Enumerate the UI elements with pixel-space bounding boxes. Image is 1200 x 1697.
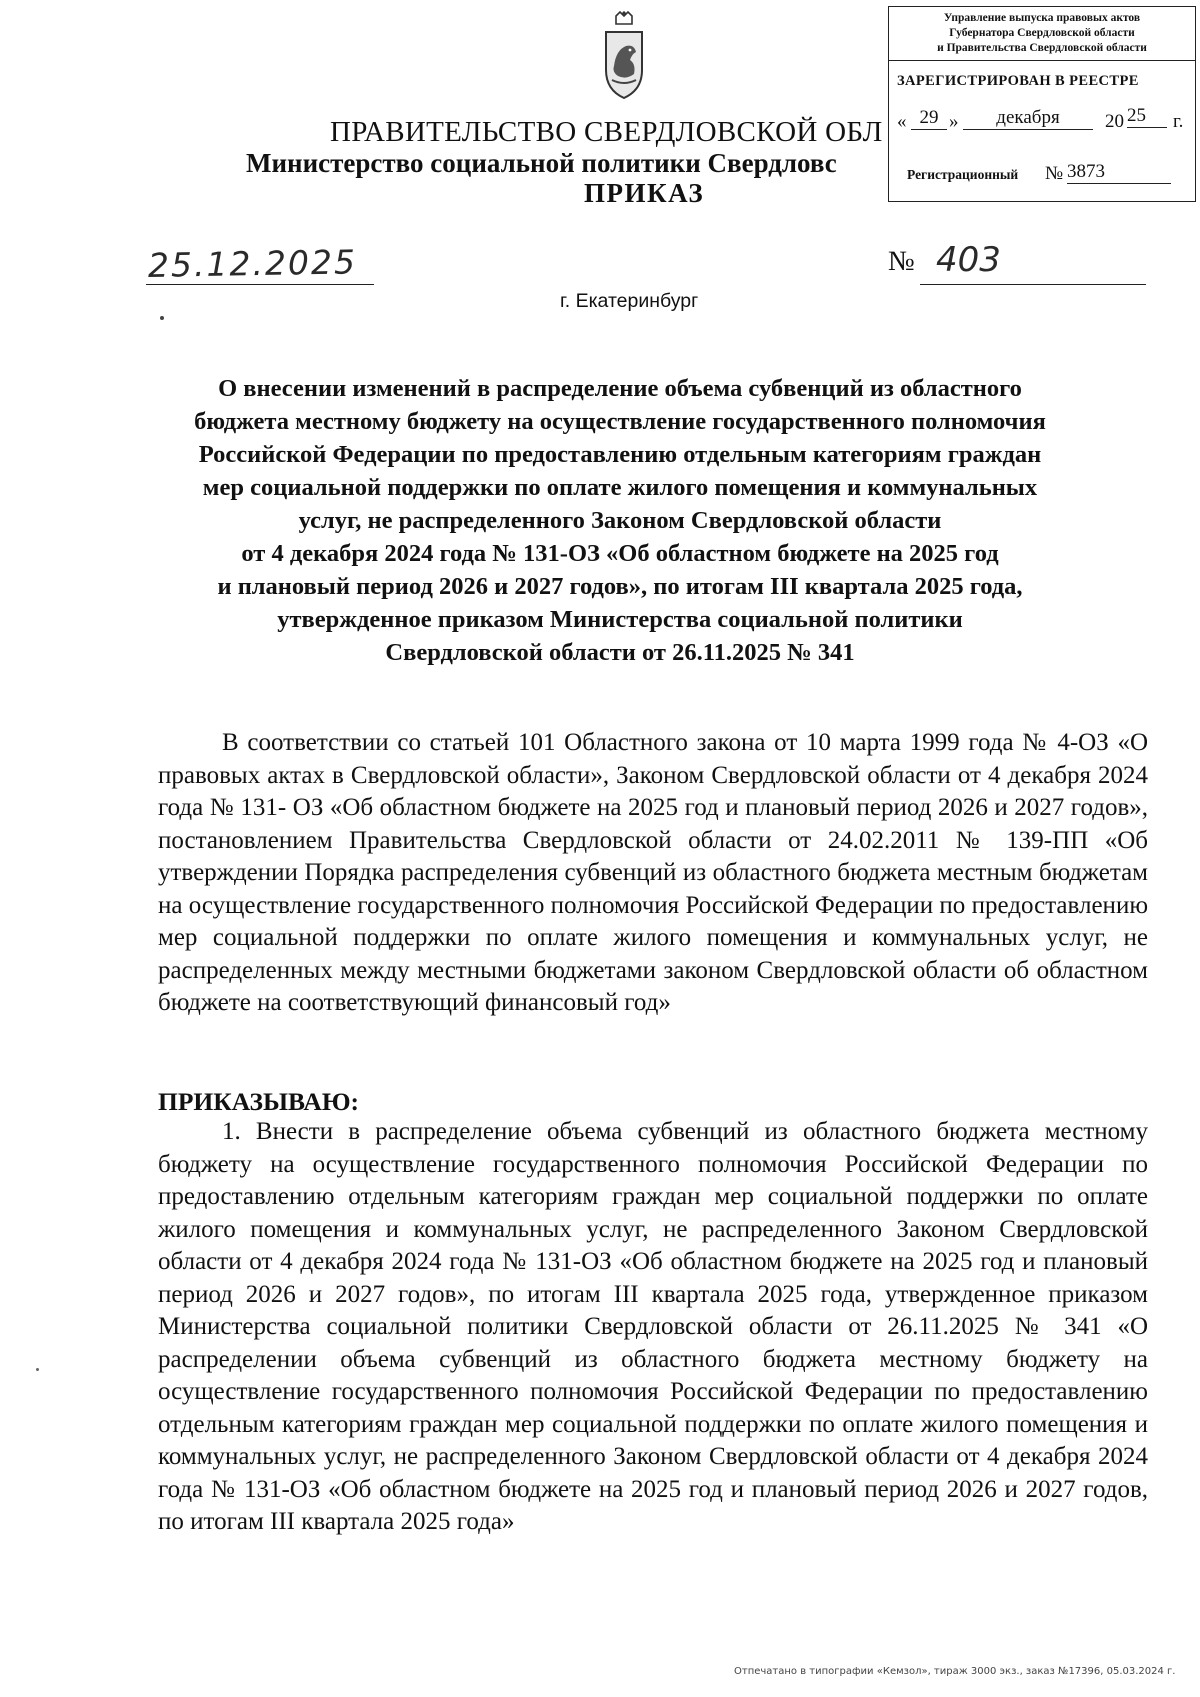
registration-year-mark: г. [1173, 111, 1184, 132]
order-item-1: 1. Внести в распределение объема субвенций из областного бюджета местному бюджету на осуществление государственного полномочия Российской Федерации по предоставлению отдельным категориям граждан мер социальной поддержки по оплате жилого помещения и коммунальных услуг, не распределенного Законом Свердловской области от 4 декабря 2024 года № 131-ОЗ «Об областном бюджете на 2025 год и плановый период 2026 и 2027 годов», по итогам III квартала 2025 года, утвержденное приказом Министерства социальной политики Свердловской области от 26.11.2025 № 341 «О распределении объема субвенций из областного бюджета местному бюджету на осуществление государственного полномочия Российской Федерации по предоставлению отдельным категориям граждан мер социальной поддержки по оплате жилого помещения и коммунальных услуг, не распределенного Законом Свердловской области от 4 декабря 2024 года № 131-ОЗ «Об областном бюджете на 2025 год и плановый период 2026 и 2027 годов, по итогам III квартала 2025 года» [158, 1118, 1148, 1535]
document-title [130, 372, 1110, 669]
order-date-handwritten: 25.12.2025 [147, 242, 358, 285]
registration-number-sign: № [1045, 163, 1064, 184]
registration-number: 3873 [1067, 161, 1171, 184]
registration-status: ЗАРЕГИСТРИРОВАН В РЕЕСТРЕ [897, 73, 1139, 89]
registration-number-label: Регистрационный [907, 167, 1019, 182]
title-line: мер социальной поддержки по оплате жилого помещения и коммунальных [202, 474, 1038, 501]
registration-month: декабря [963, 107, 1093, 130]
city: г. Екатеринбург [560, 290, 699, 312]
print-note: Отпечатано в типографии «Кемзол», тираж 3000 экз., заказ №17396, 05.03.2024 г. [734, 1666, 1176, 1677]
order-verb: ПРИКАЗЫВАЮ: [158, 1087, 360, 1116]
title-line: и плановый период 2026 и 2027 годов», по итогам III квартала 2025 года, [217, 573, 1023, 600]
title-line: утвержденное приказом Министерства социальной политики [277, 606, 963, 633]
title-line: О внесении изменений в распределение объема субвенций из областного [218, 375, 1022, 402]
office-line-1: Управление выпуска правовых актов [943, 12, 1141, 24]
title-line: от 4 декабря 2024 года № 131-ОЗ «Об областном бюджете на 2025 год [241, 540, 999, 567]
government-title: ПРАВИТЕЛЬСТВО СВЕРДЛОВСКОЙ ОБЛ [330, 116, 883, 148]
order-number-handwritten: 403 [936, 240, 1001, 280]
registration-number-row [907, 163, 1187, 191]
registration-year-prefix: 20 [1105, 111, 1124, 132]
date-open-quote: « [897, 111, 907, 132]
title-line: Свердловской области от 26.11.2025 № 341 [385, 639, 855, 666]
coat-of-arms-emblem [596, 10, 652, 102]
scan-speck [160, 316, 164, 320]
office-line-3: и Правительства Свердловской области [937, 42, 1147, 54]
registration-day: 29 [911, 107, 947, 130]
office-line-2: Губернатора Свердловской области [949, 27, 1135, 39]
coat-of-arms-icon [596, 10, 652, 102]
registration-office [889, 7, 1195, 61]
title-line: услуг, не распределенного Законом Свердловской области [298, 507, 942, 534]
registration-stamp [888, 6, 1196, 202]
date-underline [146, 284, 374, 285]
title-line: Российской Федерации по предоставлению отдельным категориям граждан [198, 441, 1042, 468]
title-line: бюджета местному бюджету на осуществление государственного полномочия [194, 408, 1046, 435]
order-number-sign: № [888, 246, 915, 277]
ministry-title: Министерство социальной политики Свердловс [246, 148, 837, 178]
registration-year-suffix: 25 [1127, 105, 1167, 128]
preamble-paragraph: В соответствии со статьей 101 Областного закона от 10 марта 1999 года № 4-ОЗ «О правовых актах в Свердловской области», Законом Свердловской области от 4 декабря 2024 года № 131- ОЗ «Об областном бюджете на 2025 год и плановый период 2026 и 2027 годов», постановлением Правительства Свердловской области от 24.02.2011 № 139-ПП «Об утверждении Порядка распределения субвенций из областного бюджета местным бюджетам на осуществление государственного полномочия Российской Федерации по предоставлению мер социальной поддержки по оплате жилого помещения и коммунальных услуг, не распределенных между местными бюджетами законом Свердловской области об областном бюджете на соответствующий финансовый год» [158, 729, 1148, 1016]
number-underline [920, 284, 1146, 285]
date-close-quote: » [949, 111, 959, 132]
document-type: ПРИКАЗ [584, 178, 705, 208]
registration-date [897, 105, 1193, 141]
scan-speck [36, 1368, 39, 1371]
